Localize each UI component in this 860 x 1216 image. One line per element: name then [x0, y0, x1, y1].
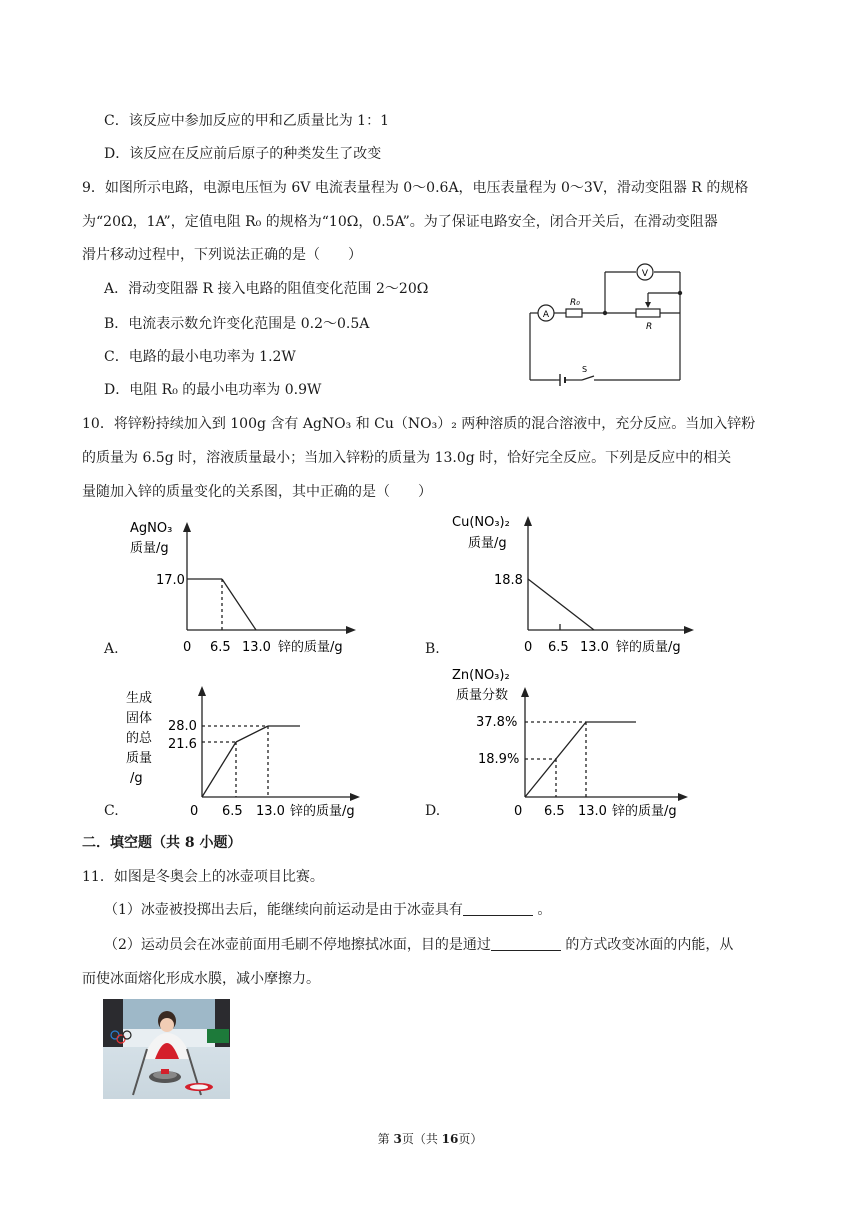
curling-photo [103, 999, 230, 1099]
switch-label: S [582, 365, 588, 374]
graph-d-x1: 6.5 [544, 804, 565, 819]
footer-page-number: 3 [393, 1132, 402, 1146]
footer-mid: 页（共 [401, 1132, 442, 1146]
graph-b-x1: 6.5 [548, 640, 569, 655]
section-heading: 二．填空题（共 8 小题） [82, 835, 242, 851]
graph-a-label: A. [104, 641, 119, 657]
q9-option-d: D．电阻 R₀ 的最小电功率为 0.9W [104, 382, 322, 398]
graph-b-origin: 0 [524, 640, 533, 655]
graph-c-xlabel: 锌的质量/g [290, 804, 355, 819]
graph-c-y2: 21.6 [168, 737, 197, 752]
q11-part2 [104, 936, 733, 954]
graph-a-x1: 6.5 [210, 640, 231, 655]
graph-c-ylabel-4: /g [130, 771, 143, 786]
q11-stem: 11．如图是冬奥会上的冰壶项目比赛。 [82, 869, 324, 885]
graph-b-yval: 18.8 [494, 573, 523, 588]
q9-option-c: C．电路的最小电功率为 1.2W [104, 349, 296, 365]
graph-a [100, 510, 370, 660]
graph-b-xlabel: 锌的质量/g [616, 640, 681, 655]
q11-part2-text: （2）运动员会在冰壶前面用毛刷不停地擦拭冰面，目的是通过 [104, 937, 491, 953]
graph-d-label: D. [425, 803, 441, 819]
graph-a-ylabel1: AgNO₃ [130, 521, 173, 536]
graph-a-x2: 13.0 [242, 640, 271, 655]
footer-total-pages: 16 [441, 1132, 459, 1146]
graph-c-ylabel-0: 生成 [126, 691, 153, 706]
q9-option-b: B．电流表示数允许变化范围是 0.2～0.5A [104, 316, 370, 332]
graph-b-x2: 13.0 [580, 640, 609, 655]
r0-label: R₀ [570, 298, 580, 308]
q9-option-a: A．滑动变阻器 R 接入电路的阻值变化范围 2～20Ω [104, 281, 429, 297]
q8-option-d: D．该反应在反应前后原子的种类发生了改变 [104, 146, 382, 162]
graph-a-yval: 17.0 [156, 573, 185, 588]
graph-c-label: C. [104, 803, 119, 819]
graph-c-x2: 13.0 [256, 804, 285, 819]
graph-c-y1: 28.0 [168, 719, 197, 734]
graph-d-ylabel2: 质量分数 [456, 688, 509, 703]
q9-stem-line3: 滑片移动过程中，下列说法正确的是（ ） [82, 247, 362, 263]
graph-c-ylabel-3: 质量 [126, 751, 153, 766]
graph-c-ylabel-2: 的总 [126, 731, 153, 746]
graph-b-ylabel1: Cu(NO₃)₂ [452, 515, 510, 530]
graph-d-origin: 0 [514, 804, 523, 819]
page-footer [0, 1130, 860, 1147]
graph-b-label: B. [425, 641, 440, 657]
graph-d [440, 665, 710, 820]
q11-part1 [104, 901, 551, 919]
q9-stem-line1: 9．如图所示电路，电源电压恒为 6V 电流表量程为 0～0.6A，电压表量程为 0～3V，滑动变阻器 R 的规格 [82, 180, 749, 196]
q11-part2-blank[interactable] [491, 936, 561, 951]
graph-a-xlabel: 锌的质量/g [278, 640, 343, 655]
q11-part1-text: （1）冰壶被投掷出去后，能继续向前运动是由于冰壶具有 [104, 902, 463, 918]
graph-d-x2: 13.0 [578, 804, 607, 819]
footer-pre: 第 [377, 1132, 394, 1146]
graph-d-xlabel: 锌的质量/g [612, 804, 677, 819]
q10-stem-line2: 的质量为 6.5g 时，溶液质量最小；当加入锌粉的质量为 13.0g 时，恰好完全反应。下列是反应中的相关 [82, 450, 732, 466]
graph-a-origin: 0 [183, 640, 192, 655]
graph-b [440, 510, 710, 660]
graph-c-ylabel-1: 固体 [126, 711, 153, 726]
graph-b-ylabel2: 质量/g [468, 536, 507, 551]
graph-a-ylabel2: 质量/g [130, 541, 169, 556]
q11-part1-blank[interactable] [463, 901, 533, 916]
ammeter-label: A [542, 310, 550, 320]
circuit-diagram [520, 262, 692, 386]
q11-part2-cont: 而使冰面熔化形成水膜，减小摩擦力。 [82, 971, 320, 987]
graph-d-ylabel1: Zn(NO₃)₂ [452, 668, 510, 683]
q8-option-c: C．该反应中参加反应的甲和乙质量比为 1：1 [104, 113, 389, 129]
graph-d-y1: 37.8% [476, 715, 518, 730]
graph-c [100, 682, 380, 822]
voltmeter-label: V [641, 269, 649, 279]
q11-part1-end: 。 [537, 902, 552, 918]
r-label: R [646, 322, 653, 332]
q11-part2-end: 的方式改变冰面的内能，从 [565, 937, 734, 953]
footer-post: 页） [458, 1132, 483, 1146]
q10-stem-line1: 10．将锌粉持续加入到 100g 含有 AgNO₃ 和 Cu（NO₃）₂ 两种溶质的混合溶液中，充分反应。当加入锌粉 [82, 416, 756, 432]
q9-stem-line2: 为“20Ω，1A”，定值电阻 R₀ 的规格为“10Ω，0.5A”。为了保证电路安全，闭合开关后，在滑动变阻器 [82, 214, 718, 230]
graph-c-x1: 6.5 [222, 804, 243, 819]
graph-d-y2: 18.9% [478, 752, 520, 767]
q10-stem-line3: 量随加入锌的质量变化的关系图，其中正确的是（ ） [82, 484, 432, 500]
graph-c-origin: 0 [190, 804, 199, 819]
